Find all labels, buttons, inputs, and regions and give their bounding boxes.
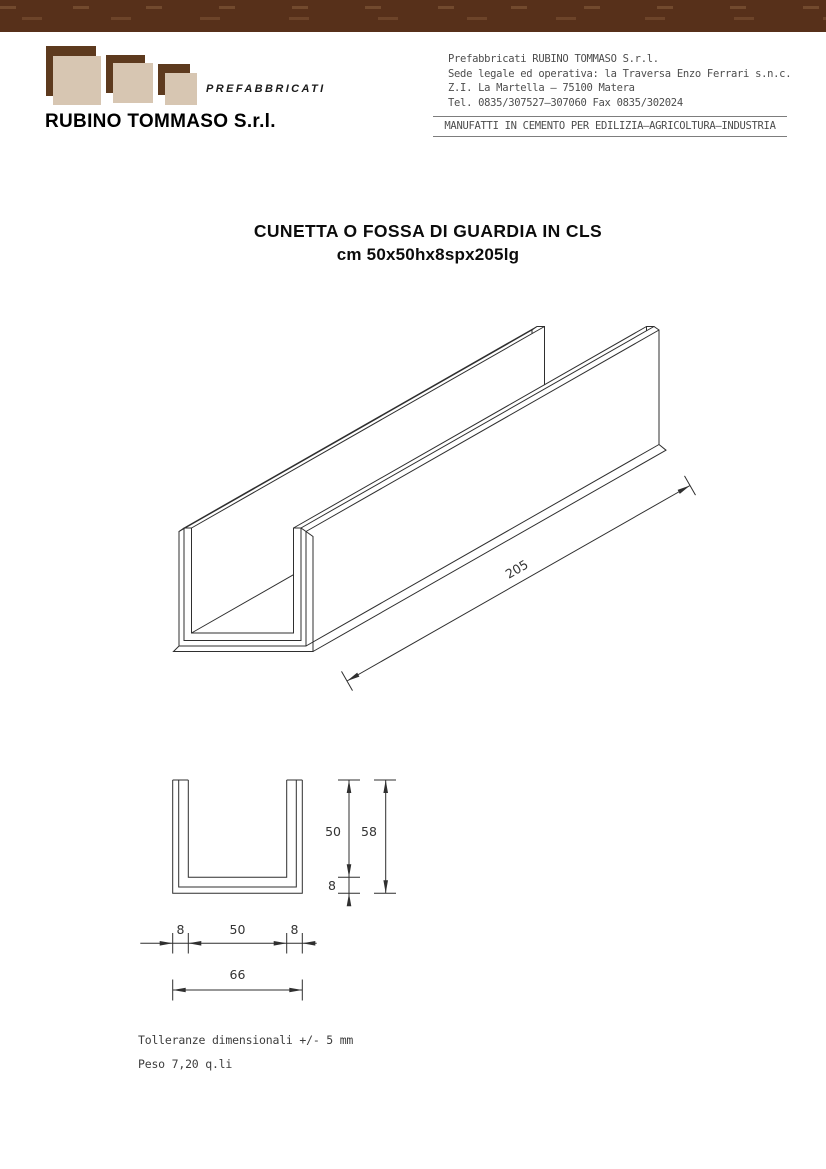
- iso-front-face: [174, 528, 314, 652]
- info-line-company: Prefabbricati RUBINO TOMMASO S.r.l.: [448, 53, 659, 65]
- iso-receding-edges: [179, 327, 666, 652]
- dim-label-total-height: 58: [361, 824, 377, 839]
- dim-label-wall-left: 8: [176, 922, 185, 937]
- page-title: CUNETTA O FOSSA DI GUARDIA IN CLS: [253, 221, 603, 241]
- section-dimension-labels: [177, 824, 377, 982]
- length-dimension: [342, 476, 696, 691]
- company-slogan: MANUFATTI IN CEMENTO PER EDILIZIA–AGRICOLTURA–INDUSTRIA: [444, 120, 776, 132]
- dimension-lines: [342, 476, 696, 691]
- dim-label-inner-height: 50: [325, 824, 341, 839]
- prefabbricati-label: PREFABBRICATI: [206, 83, 326, 95]
- section-arrowheads: [160, 780, 388, 992]
- info-line-address: Sede legale ed operativa: la Traversa Enzo Ferrari s.n.c.: [448, 67, 792, 80]
- company-name: RUBINO TOMMASO S.r.l.: [45, 111, 276, 132]
- section-outline: [173, 780, 303, 893]
- page-subtitle: cm 50x50hx8spx205lg: [336, 245, 520, 264]
- cross-section-view: [140, 780, 396, 1001]
- tolerance-note: Tolleranze dimensionali +/- 5 mm: [138, 1033, 354, 1047]
- dim-label-wall-right: 8: [290, 922, 299, 937]
- dim-label-bottom-thickness: 8: [328, 878, 336, 893]
- iso-back-edges: [532, 327, 666, 451]
- dim-label-inner-width: 50: [229, 922, 246, 937]
- weight-note: Peso 7,20 q.li: [138, 1057, 233, 1071]
- info-line-city: Z.I. La Martella – 75100 Matera: [448, 82, 635, 95]
- dim-label-length: 205: [502, 556, 531, 582]
- dim-label-total-width: 66: [229, 967, 246, 982]
- notes-block: [138, 1028, 353, 1076]
- isometric-view: [174, 327, 667, 652]
- info-line-phone: Tel. 0835/307527–307060 Fax 0835/302024: [448, 96, 683, 109]
